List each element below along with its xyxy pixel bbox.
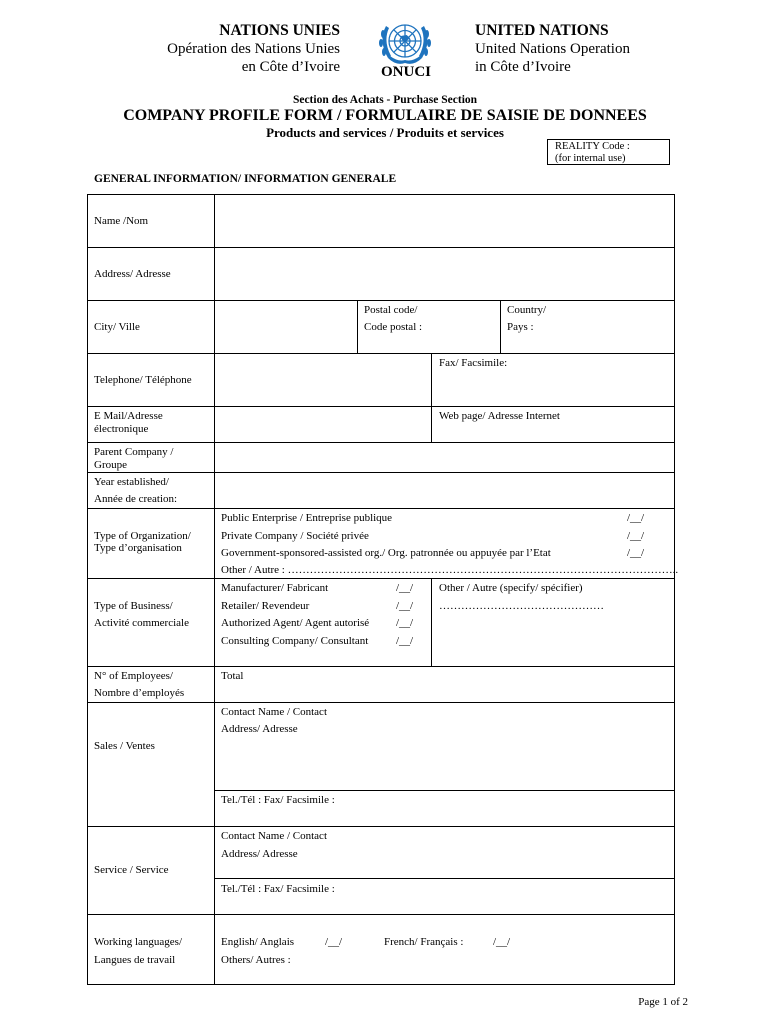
languages-label-fr: Langues de travail — [94, 954, 176, 966]
form-title: COMPANY PROFILE FORM / FORMULAIRE DE SAISIE DE DONNEES — [123, 107, 647, 124]
year-established-label-fr: Année de creation: — [94, 493, 178, 505]
email-label-fr: électronique — [94, 423, 149, 435]
org-option-public: Public Enterprise / Entreprise publique — [221, 512, 393, 524]
business-checkbox-retailer[interactable]: /__/ — [396, 600, 414, 612]
header-left-line1: Opération des Nations Unies — [167, 41, 340, 57]
org-checkbox-public[interactable]: /__/ — [627, 512, 645, 524]
reality-code-label: REALITY Code : — [555, 141, 630, 152]
languages-label: Working languages/ — [94, 936, 183, 948]
logo-label: ONUCI — [380, 64, 431, 80]
parent-company-label: Parent Company / — [94, 446, 174, 458]
employees-total-label: Total — [221, 670, 244, 682]
parent-company-label-fr: Groupe — [94, 459, 127, 471]
reality-code-box[interactable] — [547, 139, 670, 165]
language-french-checkbox[interactable]: /__/ — [493, 936, 511, 948]
telephone-field[interactable] — [216, 355, 430, 405]
language-french-label: French/ Français : — [384, 936, 464, 948]
business-type-label: Type of Business/ — [94, 600, 173, 612]
business-checkbox-manufacturer[interactable]: /__/ — [396, 582, 414, 594]
country-label: Country/ — [507, 304, 547, 316]
org-option-other: Other / Autre : …………………………………………………………………………………………….. — [221, 564, 679, 576]
service-contact-field[interactable] — [216, 828, 672, 877]
business-checkbox-agent[interactable]: /__/ — [396, 617, 414, 629]
service-label: Service / Service — [94, 864, 169, 876]
city-field[interactable] — [216, 302, 356, 352]
employees-label: N° of Employees/ — [94, 670, 173, 682]
country-label-fr: Pays : — [507, 321, 534, 333]
name-field[interactable] — [216, 196, 672, 246]
header-right-title: UNITED NATIONS — [475, 22, 609, 39]
business-option-consulting: Consulting Company/ Consultant — [221, 635, 369, 647]
section-heading: Section des Achats - Purchase Section — [292, 94, 478, 106]
city-label: City/ Ville — [94, 321, 140, 333]
sales-tel-fax-label: Tel./Tél : Fax/ Facsimile : — [221, 794, 335, 806]
org-checkbox-government[interactable]: /__/ — [627, 547, 645, 559]
sales-contact-label: Contact Name / Contact — [221, 706, 327, 718]
address-field[interactable] — [216, 249, 672, 299]
header-right-line2: in Côte d’Ivoire — [475, 59, 571, 75]
telephone-label: Telephone/ Téléphone — [94, 374, 192, 386]
service-address-label: Address/ Adresse — [221, 848, 298, 860]
postal-code-label: Postal code/ — [364, 304, 418, 316]
employees-total-field[interactable] — [216, 668, 672, 701]
language-others-label: Others/ Autres : — [221, 954, 291, 966]
parent-company-field[interactable] — [216, 444, 672, 471]
business-option-agent: Authorized Agent/ Agent autorisé — [221, 617, 370, 629]
address-label: Address/ Adresse — [94, 268, 171, 280]
sales-contact-field[interactable] — [216, 704, 672, 789]
org-option-government: Government-sponsored-assisted org./ Org. patronnée ou appuyée par l’Etat — [221, 547, 551, 559]
business-checkbox-consulting[interactable]: /__/ — [396, 635, 414, 647]
employees-label-fr: Nombre d’employés — [94, 687, 185, 699]
general-info-heading: GENERAL INFORMATION/ INFORMATION GENERALE — [94, 173, 397, 185]
header-left-title: NATIONS UNIES — [219, 22, 340, 39]
sales-label: Sales / Ventes — [94, 740, 155, 752]
language-english-label: English/ Anglais — [221, 936, 295, 948]
postal-code-label-fr: Code postal : — [364, 321, 423, 333]
sales-address-label: Address/ Adresse — [221, 723, 298, 735]
header-right-line1: United Nations Operation — [475, 41, 630, 57]
business-type-label-fr: Activité commerciale — [94, 617, 189, 629]
form-subtitle: Products and services / Produits et services — [266, 125, 504, 140]
year-established-label: Year established/ — [94, 476, 169, 488]
org-checkbox-private[interactable]: /__/ — [627, 530, 645, 542]
year-established-field[interactable] — [216, 474, 672, 507]
page-number: Page 1 of 2 — [638, 996, 688, 1008]
service-contact-label: Contact Name / Contact — [221, 830, 327, 842]
reality-code-note: (for internal use) — [555, 153, 626, 164]
web-page-label: Web page/ Adresse Internet — [439, 410, 560, 422]
email-label: E Mail/Adresse — [94, 410, 163, 422]
header-left-line2: en Côte d’Ivoire — [241, 59, 340, 75]
org-type-label: Type of Organization/ — [94, 530, 191, 542]
email-field[interactable] — [216, 408, 430, 441]
language-english-checkbox[interactable]: /__/ — [325, 936, 343, 948]
org-type-label-fr: Type d’organisation — [94, 542, 182, 554]
header-right — [475, 22, 675, 76]
name-label: Name /Nom — [94, 215, 149, 227]
business-other-field[interactable]: ……………………………………… — [439, 600, 604, 612]
business-option-retailer: Retailer/ Revendeur — [221, 600, 310, 612]
org-option-private: Private Company / Société privée — [221, 530, 369, 542]
business-option-manufacturer: Manufacturer/ Fabricant — [221, 582, 329, 594]
header-left — [150, 22, 340, 76]
service-tel-fax-label: Tel./Tél : Fax/ Facsimile : — [221, 883, 335, 895]
business-other-label: Other / Autre (specify/ spécifier) — [439, 582, 583, 594]
fax-label: Fax/ Facsimile: — [439, 357, 508, 369]
